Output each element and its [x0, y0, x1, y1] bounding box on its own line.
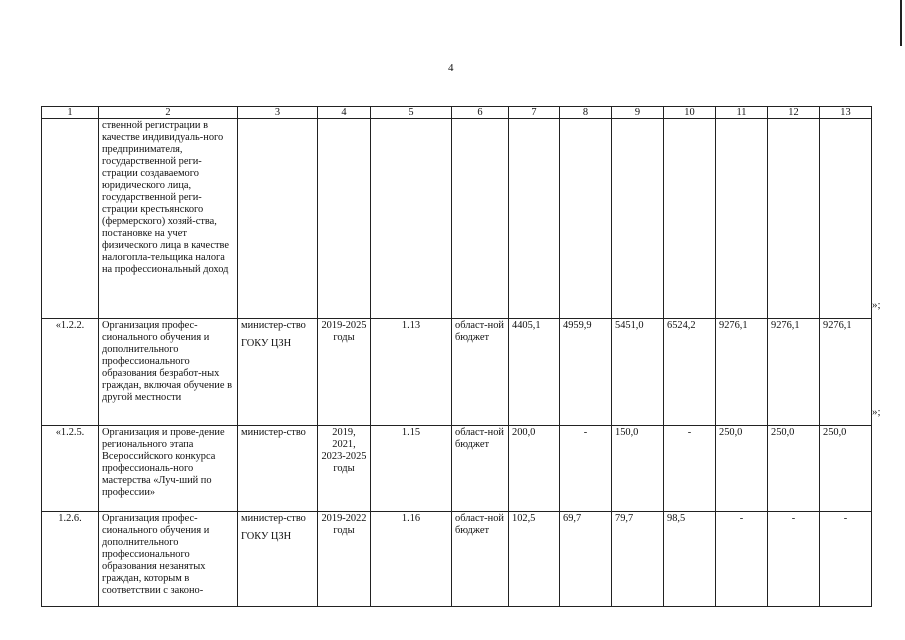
value-cell — [509, 119, 560, 319]
value-cell: 9276,1 — [716, 319, 768, 426]
executor-cell — [238, 426, 318, 512]
value-cell: 150,0 — [612, 426, 664, 512]
value-cell — [612, 119, 664, 319]
value-cell: 9276,1 — [768, 319, 820, 426]
executor: министер-ство — [241, 320, 306, 331]
value-cell: 6524,2 — [664, 319, 716, 426]
value-cell — [664, 119, 716, 319]
item-description: ственной регистрации в качестве индивидуаль-ного предпринимателя, государственной реги-страции создаваемого юридического лица, государственной реги-страции крестьянского (фермерского) хозяй-ства, постановке на учет физического лица в качестве налогопла-тельщика налога на профессиональный доход — [99, 119, 238, 319]
value-cell: 98,5 — [664, 512, 716, 607]
executor-cell — [238, 319, 318, 426]
header-row — [42, 107, 872, 119]
value-cell: 102,5 — [509, 512, 560, 607]
executor: министер-ство — [241, 513, 306, 524]
header-cell: 3 — [238, 107, 318, 119]
value-cell: - — [768, 512, 820, 607]
header-cell: 7 — [509, 107, 560, 119]
table-row — [42, 319, 872, 426]
funding-source — [452, 119, 509, 319]
header-cell: 5 — [371, 107, 452, 119]
item-number: «1.2.5. — [42, 426, 99, 512]
value-cell — [716, 119, 768, 319]
header-cell: 1 — [42, 107, 99, 119]
header-cell: 12 — [768, 107, 820, 119]
funding-source: област-ной бюджет — [452, 512, 509, 607]
header-cell: 13 — [820, 107, 872, 119]
item-number: «1.2.2. — [42, 319, 99, 426]
period: 2019, 2021, 2023-2025 годы — [318, 426, 371, 512]
value-cell: - — [716, 512, 768, 607]
header-cell: 4 — [318, 107, 371, 119]
row-closing-mark: »; — [872, 299, 881, 311]
value-cell: - — [820, 512, 872, 607]
value-cell: 5451,0 — [612, 319, 664, 426]
item-number — [42, 119, 99, 319]
table-row — [42, 512, 872, 607]
value-cell: 4405,1 — [509, 319, 560, 426]
indicator-ref: 1.16 — [371, 512, 452, 607]
header-cell: 8 — [560, 107, 612, 119]
value-cell: - — [560, 426, 612, 512]
executor-cell — [238, 119, 318, 319]
value-cell: 69,7 — [560, 512, 612, 607]
funding-source: област-ной бюджет — [452, 426, 509, 512]
executor-secondary: ГОКУ ЦЗН — [241, 531, 292, 542]
executor-cell — [238, 512, 318, 607]
executor: министер-ство — [241, 427, 306, 438]
header-cell: 6 — [452, 107, 509, 119]
value-cell — [560, 119, 612, 319]
header-cell: 9 — [612, 107, 664, 119]
indicator-ref — [371, 119, 452, 319]
period: 2019-2025 годы — [318, 319, 371, 426]
period — [318, 119, 371, 319]
row-closing-mark: »; — [872, 406, 881, 418]
header-cell: 2 — [99, 107, 238, 119]
value-cell: 200,0 — [509, 426, 560, 512]
funding-source: област-ной бюджет — [452, 319, 509, 426]
executor-secondary: ГОКУ ЦЗН — [241, 338, 292, 349]
item-description: Организация профес-сионального обучения и дополнительного профессионального образования безработ-ных граждан, включая обучение в другой местности — [99, 319, 238, 426]
value-cell — [820, 119, 872, 319]
value-cell: 250,0 — [768, 426, 820, 512]
page-number: 4 — [448, 62, 454, 74]
header-cell: 10 — [664, 107, 716, 119]
period: 2019-2022 годы — [318, 512, 371, 607]
page-edge-line — [900, 0, 902, 46]
value-cell: 250,0 — [820, 426, 872, 512]
value-cell — [768, 119, 820, 319]
value-cell: 79,7 — [612, 512, 664, 607]
table-row — [42, 119, 872, 319]
table-row — [42, 426, 872, 512]
value-cell: 9276,1 — [820, 319, 872, 426]
indicator-ref: 1.13 — [371, 319, 452, 426]
item-description: Организация профес-сионального обучения и дополнительного профессионального образования незанятых граждан, которым в соответствии с законо- — [99, 512, 238, 607]
value-cell: 250,0 — [716, 426, 768, 512]
item-description: Организация и прове-дение регионального этапа Всероссийского конкурса профессиональ-ного мастерства «Луч-ший по профессии» — [99, 426, 238, 512]
indicator-ref: 1.15 — [371, 426, 452, 512]
program-table — [41, 106, 872, 607]
value-cell: 4959,9 — [560, 319, 612, 426]
item-number: 1.2.6. — [42, 512, 99, 607]
value-cell: - — [664, 426, 716, 512]
header-cell: 11 — [716, 107, 768, 119]
